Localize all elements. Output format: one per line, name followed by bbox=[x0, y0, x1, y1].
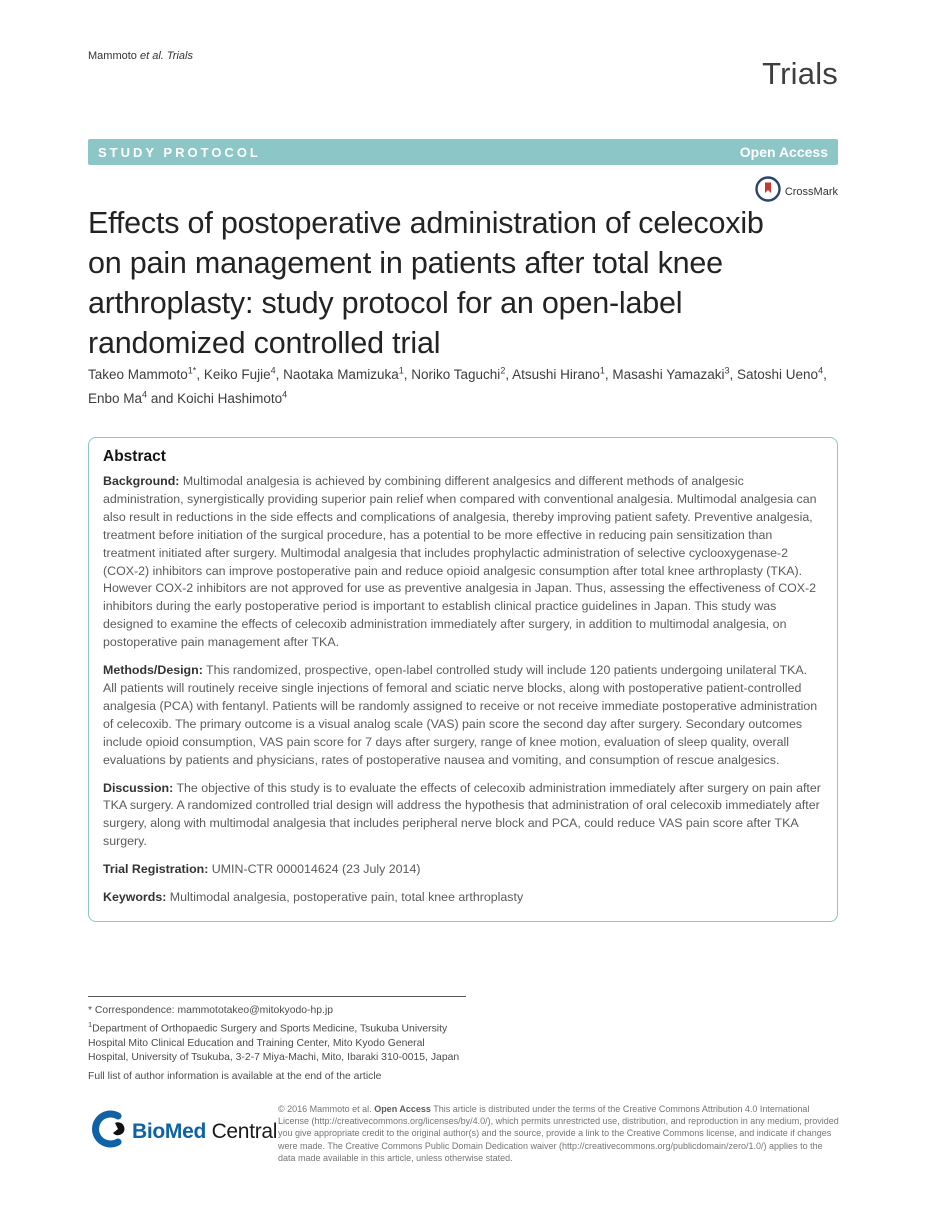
section-label: Background: bbox=[103, 474, 180, 488]
biomed-central-logo bbox=[88, 1108, 277, 1155]
author-info-note: Full list of author information is available at the end of the article bbox=[88, 1070, 382, 1082]
section-label: Trial Registration: bbox=[103, 862, 209, 877]
article-type-label: STUDY PROTOCOL bbox=[98, 144, 261, 160]
section-text: UMIN-CTR 000014624 (23 July 2014) bbox=[208, 862, 421, 877]
author: Takeo Mammoto$^{1*}$, bbox=[88, 365, 204, 382]
affiliation-note: $^1$Department of Orthopaedic Surgery and Sports Medicine, Tsukuba University Hospital Mito Clinical Education and Training Center, Mito Kyodo General Hospital, University of Tsukuba, 3-2-7 Miya-Machi, Mito, Ibaraki 310-0015, Japan bbox=[88, 1020, 460, 1064]
section-label: Discussion: bbox=[103, 780, 174, 795]
biomed-central-logo-text: BioMed Central bbox=[132, 1119, 278, 1143]
open-access-label: Open Access bbox=[739, 144, 828, 160]
abstract-section-discussion bbox=[103, 780, 823, 852]
running-head-etal: et al. bbox=[139, 50, 167, 62]
author: Koichi Hashimoto$^4$ bbox=[177, 389, 288, 406]
footnote-block bbox=[88, 996, 466, 1084]
crossmark-label: CrossMark bbox=[784, 185, 838, 198]
section-text: This randomized, prospective, open-label controlled study will include 120 patients undergoing unilateral TKA. All patients will routinely receive single injections of femoral and sciatic nerve blocks, along with postoperative patient-controlled analgesia (PCA) with fentanyl. Patients will be randomly assigned to receive or not receive immediate postoperative administration of celecoxib. The primary outcome is a visual analog scale (VAS) pain score the second day after surgery. Secondary outcomes include opioid consumption, VAS pain score for 7 days after surgery, range of knee motion, evaluation of sleep quality, overall evaluations by patients and physicians, rates of postoperative nausea and vomiting, and consumption of rescue analgesics. bbox=[103, 663, 818, 767]
author: Naotaka Mamizuka$^1$, bbox=[283, 365, 412, 382]
section-text: The objective of this study is to evaluate the effects of celecoxib administration immediately after surgery on pain after TKA surgery. A randomized controlled trial design will address the hypothesis that administration of oral celecoxib immediately after surgery, along with multimodal analgesia that includes peripheral nerve block and PCA, could reduce VAS pain score after TKA surgery. bbox=[103, 780, 821, 849]
author: Satoshi Ueno$^4$, bbox=[737, 365, 827, 382]
abstract-heading: Abstract bbox=[103, 448, 166, 465]
license-text bbox=[278, 1103, 840, 1164]
article-title: Effects of postoperative administration of celecoxib on pain management in patients after total knee arthroplasty: study protocol for an open-label randomized controlled trial bbox=[88, 206, 764, 361]
running-head bbox=[88, 50, 193, 62]
author: Enbo Ma$^4$ and bbox=[88, 389, 178, 406]
section-text: Multimodal analgesia is achieved by combining different analgesics and different methods of analgesic administration, synergistically providing superior pain relief when compared with conventional analgesia. Multimodal analgesia can also result in reductions in the side effects and complications of analgesia, thereby improving patient safety. Preventive analgesia, treatment before initiation of the surgical procedure, has a potential to be more effective in reducing pain sensitization than treatment initiated after surgery. Multimodal analgesia that includes prophylactic administration of selective cyclooxygenase-2 (COX-2) inhibitors can improve postoperative pain and reduce opioid analgesic consumption after total knee arthroplasty (TKA). However COX-2 inhibitors are not approved for use as preventive analgesia in Japan. Thus, assessing the effectiveness of COX-2 inhibitors during the early postoperative period is important to establish clinical practice guidelines in Japan. This study was designed to examine the effects of celecoxib administration immediately after surgery, in addition to multimodal analgesia, on postoperative pain management after TKA. bbox=[103, 474, 817, 650]
affiliation-sup: 1 bbox=[88, 1020, 93, 1030]
running-head-author: Mammoto bbox=[88, 50, 140, 62]
license-body: This article is distributed under the terms of the Creative Commons Attribution 4.0 International License (http://creativecommons.org/licenses/by/4.0/), which permits unrestricted use, distribution, and reproduction in any medium, provided you give appropriate credit to the original author(s) and the source, provide a link to the Creative Commons license, and indicate if changes were made. The Creative Commons Public Domain Dedication waiver (http://creativecommons.org/publicdomain/zero/1.0/) applies to the data made available in this article, unless otherwise stated. bbox=[278, 1104, 839, 1163]
section-text: Multimodal analgesia, postoperative pain, total knee arthroplasty bbox=[166, 890, 524, 905]
section-label: Keywords: bbox=[103, 890, 167, 905]
author: Keiko Fujie$^4$, bbox=[203, 365, 284, 382]
journal-name: Trials bbox=[762, 56, 838, 91]
running-head-journal: Trials bbox=[166, 50, 193, 62]
article-type-banner bbox=[88, 139, 838, 165]
abstract-section-trial-registration bbox=[103, 861, 823, 879]
license-prefix: © 2016 Mammoto et al. bbox=[278, 1104, 375, 1114]
author: Atsushi Hirano$^1$, bbox=[512, 365, 613, 382]
author-list bbox=[88, 360, 838, 409]
author: Masashi Yamazaki$^3$, bbox=[612, 365, 738, 382]
abstract-box bbox=[88, 437, 838, 922]
correspondence-note: * Correspondence: mammototakeo@mitokyodo-hp.jp bbox=[88, 1005, 334, 1016]
author: Noriko Taguchi$^2$, bbox=[411, 365, 513, 382]
abstract-section-methods bbox=[103, 662, 823, 769]
license-open-access: Open Access bbox=[374, 1104, 431, 1114]
abstract-section-keywords bbox=[103, 889, 823, 907]
biomed-central-logo-icon bbox=[88, 1108, 126, 1155]
crossmark-icon bbox=[755, 176, 781, 207]
section-label: Methods/Design: bbox=[103, 663, 203, 678]
crossmark-badge[interactable] bbox=[755, 176, 838, 207]
abstract-section-background bbox=[103, 473, 823, 652]
